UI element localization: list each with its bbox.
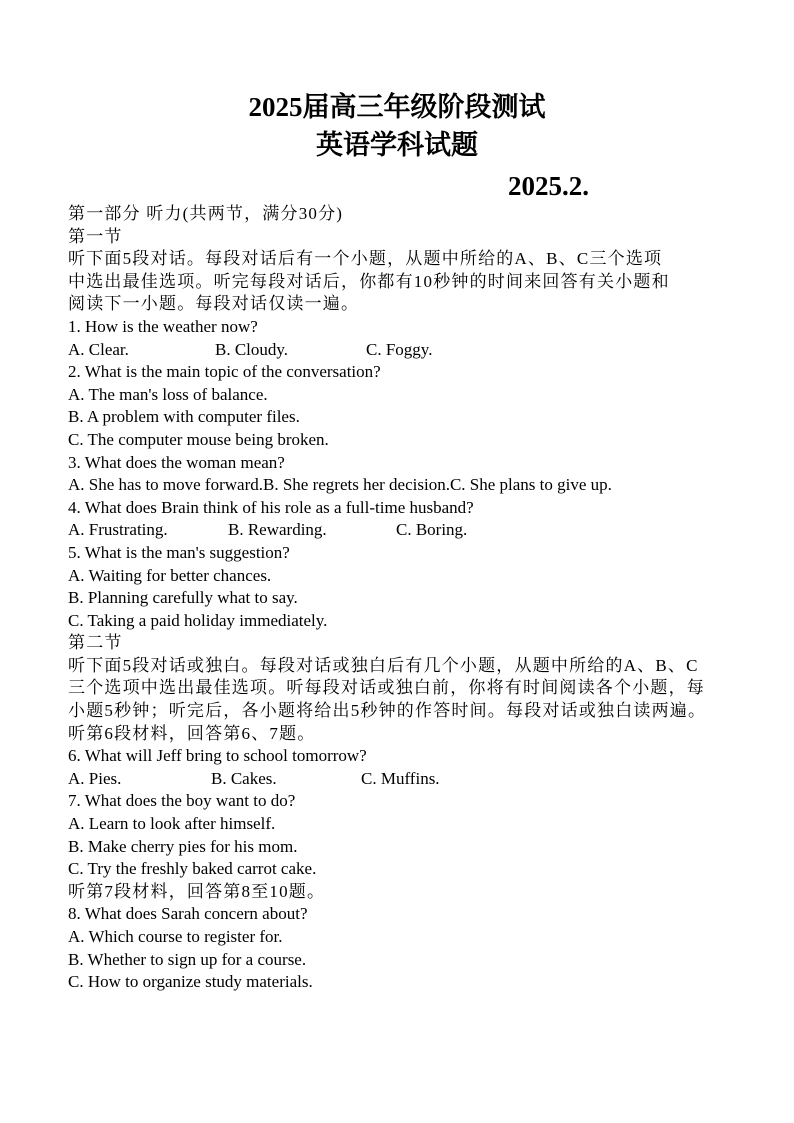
question-7-stem: 7. What does the boy want to do? bbox=[68, 791, 296, 811]
question-7-option-b: B. Make cherry pies for his mom. bbox=[68, 836, 298, 856]
question-1-option-c: C. Foggy. bbox=[366, 339, 433, 359]
question-6-option-a: A. Pies. bbox=[68, 768, 122, 788]
question-4-option-b: B. Rewarding. bbox=[228, 520, 327, 540]
question-2-option-c: C. The computer mouse being broken. bbox=[68, 429, 329, 449]
question-3-option-a: A. She has to move forward. bbox=[68, 475, 263, 495]
question-8-option-a: A. Which course to register for. bbox=[68, 927, 283, 946]
question-5-stem: 5. What is the man's suggestion? bbox=[68, 542, 290, 562]
question-5-option-a: A. Waiting for better chances. bbox=[68, 565, 272, 585]
question-3-option-b: B. She regrets her decision. bbox=[263, 475, 450, 495]
question-4-stem: 4. What does Brain think of his role as a full-time husband? bbox=[68, 497, 474, 517]
question-6-option-b: B. Cakes. bbox=[211, 768, 277, 788]
section1-instructions-line1: 听下面5段对话。每段对话后有一个小题，从题中所给的A、B、C三个选项 bbox=[68, 249, 663, 269]
section1-heading: 第一节 bbox=[68, 226, 123, 246]
question-2-option-b: B. A problem with computer files. bbox=[68, 407, 300, 427]
question-4-options bbox=[68, 519, 788, 542]
question-1-options bbox=[68, 339, 788, 362]
section2-instructions-line2: 三个选项中选出最佳选项。听每段对话或独白前，你将有时间阅读各个小题，每 bbox=[68, 678, 705, 698]
question-1-option-b: B. Cloudy. bbox=[215, 339, 289, 359]
question-3-options bbox=[68, 474, 788, 497]
question-3-option-c: C. She plans to give up. bbox=[449, 475, 612, 495]
question-4-option-c: C. Boring. bbox=[396, 520, 468, 540]
question-8-stem: 8. What does Sarah concern about? bbox=[68, 904, 308, 924]
question-8-option-c: C. How to organize study materials. bbox=[68, 972, 313, 992]
exam-body bbox=[68, 203, 788, 994]
section2-instructions-line1: 听下面5段对话或独白。每段对话或独白后有几个小题，从题中所给的A、B、C bbox=[68, 655, 699, 675]
part1-heading: 第一部分 听力(共两节，满分30分) bbox=[68, 204, 344, 223]
question-2-option-a: A. The man's loss of balance. bbox=[68, 384, 268, 404]
question-5-option-c: C. Taking a paid holiday immediately. bbox=[68, 610, 328, 630]
question-2-stem: 2. What is the main topic of the conversation? bbox=[68, 362, 381, 382]
section1-instructions-line3: 阅读下一小题。每段对话仅读一遍。 bbox=[68, 294, 360, 314]
question-6-options bbox=[68, 768, 788, 791]
section2-heading: 第二节 bbox=[68, 633, 123, 653]
question-5-option-b: B. Planning carefully what to say. bbox=[68, 588, 298, 608]
question-3-stem: 3. What does the woman mean? bbox=[68, 452, 285, 472]
question-7-option-a: A. Learn to look after himself. bbox=[68, 814, 276, 834]
section1-instructions-line2: 中选出最佳选项。听完每段对话后，你都有10秒钟的时间来回答有关小题和 bbox=[68, 271, 670, 291]
question-6-stem: 6. What will Jeff bring to school tomorrow? bbox=[68, 746, 367, 766]
exam-subtitle: 英语学科试题 bbox=[316, 130, 478, 160]
question-1-option-a: A. Clear. bbox=[68, 339, 129, 359]
question-4-option-a: A. Frustrating. bbox=[68, 520, 168, 540]
material-6-instruction: 听第6段材料，回答第6、7题。 bbox=[68, 723, 316, 743]
question-8-option-b: B. Whether to sign up for a course. bbox=[68, 949, 307, 969]
section2-instructions-line3: 小题5秒钟；听完后，各小题将给出5秒钟的作答时间。每段对话或独白读两遍。 bbox=[68, 701, 707, 721]
exam-title: 2025届高三年级阶段测试 bbox=[248, 92, 546, 122]
exam-date: 2025.2. bbox=[508, 171, 589, 201]
question-1-stem: 1. How is the weather now? bbox=[68, 316, 258, 336]
question-7-option-c: C. Try the freshly baked carrot cake. bbox=[68, 859, 317, 879]
material-7-instruction: 听第7段材料，回答第8至10题。 bbox=[68, 881, 326, 901]
question-6-option-c: C. Muffins. bbox=[361, 768, 440, 788]
